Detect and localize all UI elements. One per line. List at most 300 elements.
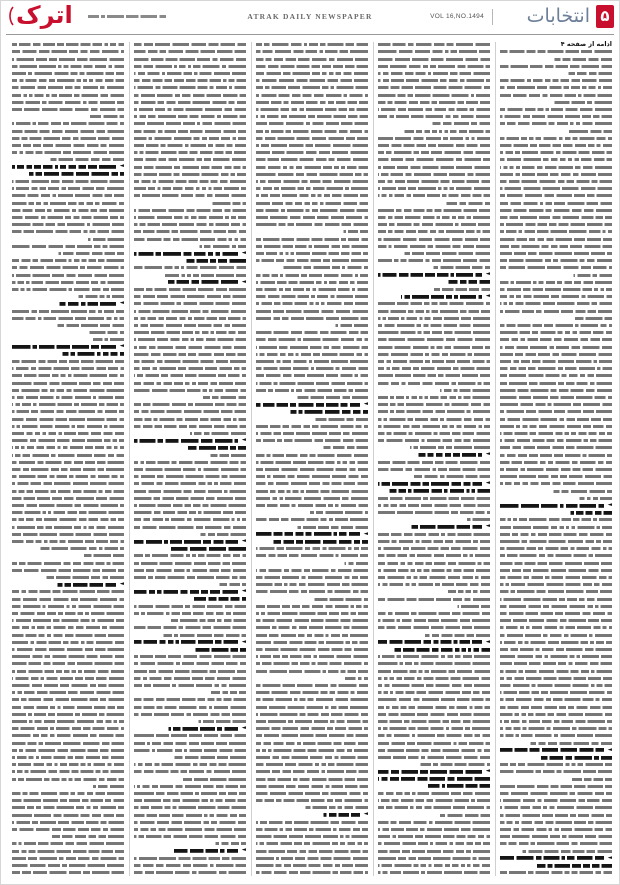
text-line (12, 63, 124, 70)
text-line (12, 271, 124, 278)
text-line (134, 480, 246, 487)
text-line (378, 84, 490, 91)
text-line (256, 315, 368, 322)
text-line (12, 725, 124, 732)
text-line (500, 84, 612, 91)
text-line (256, 55, 368, 62)
text-line (256, 423, 368, 430)
text-line (256, 113, 368, 120)
text-line (500, 689, 612, 696)
text-line (378, 401, 490, 408)
text-line (500, 639, 612, 646)
text-line (12, 509, 124, 516)
text-line (378, 156, 490, 163)
text-line (500, 199, 612, 206)
text-line (378, 415, 490, 422)
text-line (256, 336, 368, 343)
text-line (378, 862, 490, 869)
text-line (12, 149, 124, 156)
text-line (256, 487, 368, 494)
text-line (378, 459, 490, 466)
text-line (134, 811, 246, 818)
text-line (500, 307, 612, 314)
text-line (134, 372, 246, 379)
text-line (256, 675, 368, 682)
text-line (12, 675, 124, 682)
text-line (500, 790, 612, 797)
text-line (134, 91, 246, 98)
text-line (256, 754, 368, 761)
heading-line (378, 523, 490, 530)
text-line (378, 761, 490, 768)
continued-from-text: ادامه از صفحه ۴ (560, 40, 612, 48)
text-line (134, 502, 246, 509)
text-line (500, 840, 612, 847)
heading-line (256, 531, 368, 538)
text-line (500, 156, 612, 163)
text-line (134, 235, 246, 242)
text-line (500, 408, 612, 415)
heading-bullet-icon: ◄ (485, 638, 490, 645)
text-line (256, 437, 368, 444)
article-column-4 (134, 41, 246, 877)
text-line (134, 516, 246, 523)
text-line (134, 855, 246, 862)
text-line (500, 293, 612, 300)
text-line (500, 401, 612, 408)
text-line (500, 48, 612, 55)
text-line (256, 523, 368, 530)
text-line (134, 783, 246, 790)
text-line (256, 343, 368, 350)
text-line (256, 156, 368, 163)
text-line (378, 99, 490, 106)
text-line (500, 624, 612, 631)
text-line (256, 415, 368, 422)
text-line (134, 243, 246, 250)
text-line (378, 149, 490, 156)
text-line (134, 171, 246, 178)
text-line (256, 99, 368, 106)
heading-line (134, 545, 246, 552)
text-line (500, 99, 612, 106)
heading-bullet-icon: ◄ (363, 530, 368, 537)
text-line (500, 718, 612, 725)
text-line (500, 516, 612, 523)
text-line (134, 430, 246, 437)
heading-line (256, 811, 368, 818)
text-line (256, 711, 368, 718)
text-line (134, 358, 246, 365)
text-line (12, 329, 124, 336)
text-line (134, 689, 246, 696)
heading-line (378, 783, 490, 790)
heading-bullet-icon: ◄ (607, 746, 612, 753)
text-line (12, 372, 124, 379)
heading-line (12, 300, 124, 307)
text-line (378, 387, 490, 394)
text-line (256, 624, 368, 631)
heading-bullet-icon: ◄ (485, 480, 490, 487)
text-line (12, 739, 124, 746)
text-line (12, 41, 124, 48)
text-line (12, 559, 124, 566)
text-line (12, 99, 124, 106)
text-line (256, 127, 368, 134)
text-line (12, 408, 124, 415)
text-line (378, 250, 490, 257)
text-line (134, 775, 246, 782)
text-line (256, 63, 368, 70)
text-line (256, 106, 368, 113)
text-line (134, 567, 246, 574)
heading-bullet-icon: ◄ (241, 725, 246, 731)
text-line (256, 250, 368, 257)
text-line (256, 142, 368, 149)
continued-from-label (500, 41, 612, 48)
text-line (378, 214, 490, 221)
text-line (378, 336, 490, 343)
heading-bullet-icon: ◄ (119, 343, 124, 350)
text-line (256, 91, 368, 98)
text-line (500, 646, 612, 653)
heading-line (12, 343, 124, 350)
text-line (256, 567, 368, 574)
text-line (256, 804, 368, 811)
text-line (256, 293, 368, 300)
text-line (12, 365, 124, 372)
text-line (134, 41, 246, 48)
text-line (256, 307, 368, 314)
text-line (134, 185, 246, 192)
text-line (256, 631, 368, 638)
text-line (12, 495, 124, 502)
text-line (500, 811, 612, 818)
heading-bullet-icon: ◄ (363, 401, 368, 407)
heading-line (378, 279, 490, 286)
text-line (500, 739, 612, 746)
text-line (378, 840, 490, 847)
text-line (378, 552, 490, 559)
heading-line (378, 768, 490, 775)
text-line (134, 192, 246, 199)
text-line (256, 178, 368, 185)
text-line (500, 163, 612, 170)
text-line (134, 401, 246, 408)
text-line (256, 329, 368, 336)
text-line (378, 567, 490, 574)
column-rule (129, 42, 130, 876)
text-line (378, 790, 490, 797)
text-line (134, 365, 246, 372)
heading-bullet-icon: ◄ (241, 588, 246, 595)
text-line (378, 379, 490, 386)
text-line (256, 235, 368, 242)
text-line (256, 646, 368, 653)
heading-line (12, 163, 124, 170)
text-line (12, 55, 124, 62)
text-line (134, 199, 246, 206)
text-line (256, 185, 368, 192)
text-line (12, 574, 124, 581)
text-line (12, 178, 124, 185)
column-rule (251, 42, 252, 876)
text-line (134, 387, 246, 394)
text-line (256, 552, 368, 559)
text-line (12, 552, 124, 559)
text-line (12, 293, 124, 300)
page-number-badge: ۵ (596, 5, 614, 28)
text-line (256, 77, 368, 84)
text-line (256, 847, 368, 854)
text-line (500, 761, 612, 768)
text-line (12, 77, 124, 84)
text-line (378, 77, 490, 84)
article-column-2 (378, 41, 490, 877)
text-line (134, 300, 246, 307)
text-line (12, 106, 124, 113)
text-line (256, 732, 368, 739)
text-line (134, 315, 246, 322)
text-line (12, 430, 124, 437)
text-line (12, 804, 124, 811)
text-line (378, 257, 490, 264)
text-line (500, 804, 612, 811)
text-line (500, 214, 612, 221)
text-line (256, 214, 368, 221)
text-line (500, 235, 612, 242)
text-line (134, 487, 246, 494)
text-line (12, 120, 124, 127)
text-line (378, 826, 490, 833)
heading-line (134, 595, 246, 602)
text-line (378, 408, 490, 415)
text-line (500, 847, 612, 854)
text-line (134, 840, 246, 847)
text-line (500, 358, 612, 365)
text-line (134, 55, 246, 62)
text-line (500, 365, 612, 372)
text-line (12, 567, 124, 574)
text-line (134, 804, 246, 811)
text-line (500, 473, 612, 480)
text-line (500, 552, 612, 559)
text-line (134, 739, 246, 746)
text-line (378, 163, 490, 170)
heading-line (12, 171, 124, 178)
text-line (256, 869, 368, 876)
text-line (256, 149, 368, 156)
text-line (500, 603, 612, 610)
heading-line (134, 538, 246, 545)
heading-line (378, 775, 490, 782)
text-line (500, 703, 612, 710)
text-line (134, 559, 246, 566)
heading-line (378, 293, 490, 300)
text-line (256, 163, 368, 170)
heading-line (500, 754, 612, 761)
text-line (378, 55, 490, 62)
heading-bullet-icon: ◄ (241, 278, 246, 285)
text-line (500, 538, 612, 545)
text-line (12, 91, 124, 98)
text-line (134, 459, 246, 466)
text-line (500, 372, 612, 379)
text-line (500, 70, 612, 77)
text-line (500, 185, 612, 192)
text-line (378, 754, 490, 761)
text-line (12, 307, 124, 314)
text-line (500, 466, 612, 473)
text-line (256, 387, 368, 394)
text-line (256, 610, 368, 617)
text-line (12, 480, 124, 487)
text-line (500, 279, 612, 286)
text-line (500, 149, 612, 156)
text-line (500, 243, 612, 250)
heading-bullet-icon: ◄ (363, 811, 368, 818)
text-line (134, 718, 246, 725)
text-line (378, 725, 490, 732)
text-line (12, 754, 124, 761)
text-line (500, 559, 612, 566)
volume-issue: VOL 16,NO.1494 (430, 13, 484, 20)
text-line (378, 574, 490, 581)
text-line (12, 264, 124, 271)
text-line (256, 783, 368, 790)
heading-line (378, 487, 490, 494)
text-line (12, 639, 124, 646)
text-line (256, 797, 368, 804)
text-line (134, 682, 246, 689)
article-column-1 (500, 41, 612, 877)
text-line (256, 480, 368, 487)
text-line (378, 221, 490, 228)
text-line (378, 437, 490, 444)
text-line (500, 415, 612, 422)
heading-line (500, 509, 612, 516)
text-line (12, 819, 124, 826)
heading-bullet-icon: ◄ (119, 163, 124, 170)
text-line (500, 387, 612, 394)
text-line (12, 732, 124, 739)
text-line (500, 221, 612, 228)
text-line (134, 523, 246, 530)
text-line (500, 77, 612, 84)
text-line (12, 855, 124, 862)
text-line (12, 747, 124, 754)
heading-bullet-icon: ◄ (119, 300, 124, 307)
heading-bullet-icon: ◄ (485, 271, 490, 278)
text-line (134, 603, 246, 610)
text-line (256, 790, 368, 797)
text-line (134, 293, 246, 300)
heading-line (134, 588, 246, 595)
text-line (378, 351, 490, 358)
heading-line (134, 437, 246, 444)
text-line (378, 315, 490, 322)
text-line (256, 379, 368, 386)
text-line (134, 142, 246, 149)
article-column-5 (12, 41, 124, 877)
text-line (134, 495, 246, 502)
text-line (378, 516, 490, 523)
text-line (256, 833, 368, 840)
text-line (378, 199, 490, 206)
text-line (500, 682, 612, 689)
text-line (134, 214, 246, 221)
text-line (256, 516, 368, 523)
text-line (134, 379, 246, 386)
text-line (256, 747, 368, 754)
logo-emblem-icon (8, 6, 14, 26)
text-line (12, 257, 124, 264)
text-line (134, 552, 246, 559)
text-line (12, 653, 124, 660)
text-line (378, 430, 490, 437)
heading-bullet-icon: ◄ (241, 537, 246, 544)
text-line (256, 603, 368, 610)
text-line (134, 120, 246, 127)
text-line (378, 113, 490, 120)
text-line (378, 855, 490, 862)
text-line (12, 358, 124, 365)
text-line (134, 70, 246, 77)
text-line (378, 444, 490, 451)
text-line (12, 487, 124, 494)
text-line (378, 495, 490, 502)
text-line (500, 667, 612, 674)
heading-line (378, 451, 490, 458)
text-line (134, 207, 246, 214)
text-line (12, 531, 124, 538)
text-line (134, 653, 246, 660)
text-line (500, 581, 612, 588)
text-line (134, 336, 246, 343)
text-line (12, 516, 124, 523)
text-line (256, 459, 368, 466)
text-line (12, 595, 124, 602)
text-line (500, 595, 612, 602)
text-line (256, 689, 368, 696)
text-line (378, 739, 490, 746)
text-line (12, 783, 124, 790)
text-line (12, 437, 124, 444)
text-line (500, 91, 612, 98)
text-line (500, 531, 612, 538)
text-line (378, 207, 490, 214)
text-line (378, 394, 490, 401)
text-line (378, 307, 490, 314)
text-line (378, 581, 490, 588)
heading-line (12, 351, 124, 358)
text-line (134, 77, 246, 84)
text-line (500, 394, 612, 401)
heading-line (378, 480, 490, 487)
text-line (378, 466, 490, 473)
heading-bullet-icon: ◄ (485, 523, 490, 530)
text-line (12, 617, 124, 624)
text-line (134, 790, 246, 797)
text-line (134, 48, 246, 55)
text-line (134, 113, 246, 120)
text-line (500, 171, 612, 178)
text-line (500, 545, 612, 552)
text-line (134, 415, 246, 422)
text-line (256, 286, 368, 293)
text-line (256, 243, 368, 250)
text-line (12, 387, 124, 394)
